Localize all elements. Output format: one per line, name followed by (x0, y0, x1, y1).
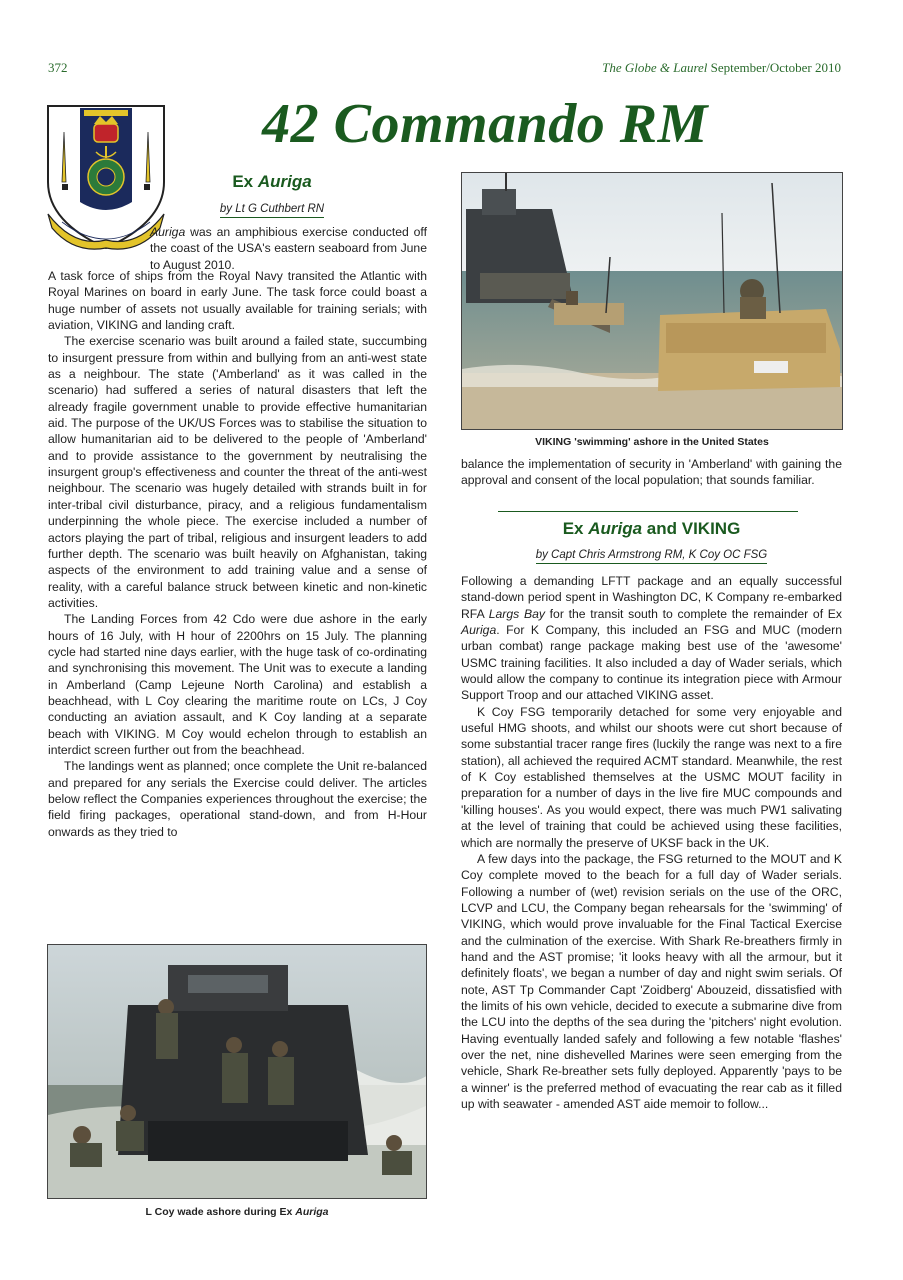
paragraph: balance the implementation of security in 'Amberland' with gaining the approval and consent of the local population; that sounds familiar. (461, 457, 842, 488)
paragraph: K Coy FSG temporarily detached for some very enjoyable and useful HMG shoots, and whilst our shoots were cut short because of some substantial tracer range fires (luckily the range was next to a fire station), all achieved the required ACMT standard. Meanwhile, the rest of K Coy established themselves at the USMC MOUT facility in preparation for a number of days in the live fire MUC compounds and 'killing houses'. As you would expect, there was much PW1 salivating at the level of training that could be achieved using these facilities, which are normally the preserve of UKSF back in the UK. (461, 704, 842, 850)
photo-l-coy-wade-ashore (47, 944, 427, 1199)
text-run: for the transit south to complete the remainder of Ex (544, 606, 843, 621)
article-byline-text: by Lt G Cuthbert RN (220, 203, 324, 218)
article2-heading-suffix: and VIKING (642, 519, 741, 538)
article2-heading-prefix: Ex (562, 519, 589, 538)
article2-heading (461, 519, 842, 539)
photo-caption (47, 1206, 427, 1218)
running-head (602, 60, 841, 76)
intro-italic: Auriga (150, 225, 186, 239)
photo-viking-swimming (461, 172, 843, 430)
caption-text: L Coy wade ashore during Ex (145, 1206, 296, 1218)
exercise-name: Auriga (461, 623, 497, 638)
article2-byline (461, 549, 842, 561)
section-divider (498, 511, 798, 512)
article2-heading-italic: Auriga (588, 519, 643, 538)
photo-caption: VIKING 'swimming' ashore in the United States (535, 436, 769, 448)
page-title: 42 Commando RM (262, 93, 708, 155)
article-continuation (461, 456, 842, 489)
paragraph: The exercise scenario was built around a failed state, succumbing to insurgent pressure from within and bullying from an anti-west state as a neighbour. The state ('Amberland' as it was called in the scenario) had suffered a series of natural disasters that left the already fragile government unable to provide effective humanitarian aid. The purpose of the UK/US Forces was to stabilise the situation to allow humanitarian aid to be delivered to the people of 'Amberland' and to provide assistance to the government by neutralising the insurgent group's effectiveness and counter the threat of the anti-west neighbour. The scenario was hugely detailed with strands built in for inter-tribal civil disturbance, piracy, and a religious fundamentalism underpinning the whole piece. The exercise included a number of actors playing the part of tribal, religious and insurgent leaders to add further depth. The scenario was built heavily on Afghanistan, taking aspects of the environment to add training value and a sense of reality, with a careful balance struck between kinetic and non-kinetic activities. (48, 334, 427, 610)
article2-body (461, 573, 842, 1112)
article-byline (172, 203, 372, 215)
intro-text: was an amphibious exercise conducted off the coast of the USA's eastern seaboard from June to August 2010. (150, 225, 427, 272)
ship-name: Largs Bay (488, 606, 545, 621)
text-run: . For K Company, this included an FSG and MUC (modern urban combat) range package making best use of the 'awesome' USMC training facilities. It also included a day of Wader serials, which would allow the company to continue its integration piece with Armour Support Troop and our attached VIKING asset. (461, 623, 842, 703)
article2-byline-text: by Capt Chris Armstrong RM, K Coy OC FSG (536, 549, 768, 564)
paragraph: A few days into the package, the FSG returned to the MOUT and K Coy complete moved to the beach for a full day of Wader serials. Following a number of (wet) revision serials on the use of the ORC, LCVP and LCU, the Company began rehearsals for the 'swimming' of VIKING, which would prove invaluable for the Final Tactical Exercise and the culmination of the exercise. With Shark Re-breathers firmly in hand and the AST promise; 'it looks heavy with all the armour, but it definitely floats', we began a number of day and night swim serials. Of note, AST Tp Commander Capt 'Zoidberg' Abouzeid, dissatisfied with the limits of his own vehicle, decided to execute a submarine dive from the LCU into the depths of the sea during the 'pitchers' night evolution. Having eventually landed safely and following a few notable 'flashes' over the net, nine dishevelled Marines were seen emerging from the vehicle, Shark Re-breather sets fully deployed. Apparently 'pays to be a winner' is the preferred method of evacuating the rear cab as it filled up with seawater - amended AST aide memoir to follow... (461, 851, 842, 1111)
caption-italic: Auriga (295, 1206, 329, 1218)
paragraph: A task force of ships from the Royal Navy transited the Atlantic with Royal Marines on board in early June. The task force could boast a huge number of assets not usually available for training serials; with aviation, VIKING and landing craft. (48, 269, 427, 333)
page-number: 372 (48, 60, 68, 75)
paragraph: The Landing Forces from 42 Cdo were due ashore in the early hours of 16 July, with H hour of 2200hrs on 15 July. The planning cycle had started nine days earlier, with the huge task of co-ordinating and synchronising this movement. The Unit was to execute a landing in Amberland (Camp Lejeune North Carolina) and establish a beachhead, with L Coy clearing the maritime route on LCs, J Coy conducting an aviation assault, and K Coy landing at a separate beach with VIKING. M Coy would echelon through to establish an interdict screen further out from the beachhead. (48, 612, 427, 757)
publication-name: The Globe & Laurel (602, 60, 708, 75)
paragraph (461, 573, 842, 704)
text-run: Following a demanding LFTT package and an equally successful stand-down period spent in Washington DC, K Company re-embarked RFA (461, 574, 842, 621)
article-intro (150, 224, 427, 273)
paragraph: The landings went as planned; once complete the Unit re-balanced and prepared for any serials the Exercise could deliver. The articles below reflect the Companies experiences throughout the exercise; the field firing packages, operational stand-down, and from H-Hour onwards as they tried to (48, 759, 427, 839)
article-heading (172, 172, 372, 192)
issue-date: September/October 2010 (710, 60, 841, 75)
article-heading-italic: Auriga (257, 172, 312, 191)
article-heading-prefix: Ex (232, 172, 258, 191)
article-body-left (48, 268, 427, 840)
